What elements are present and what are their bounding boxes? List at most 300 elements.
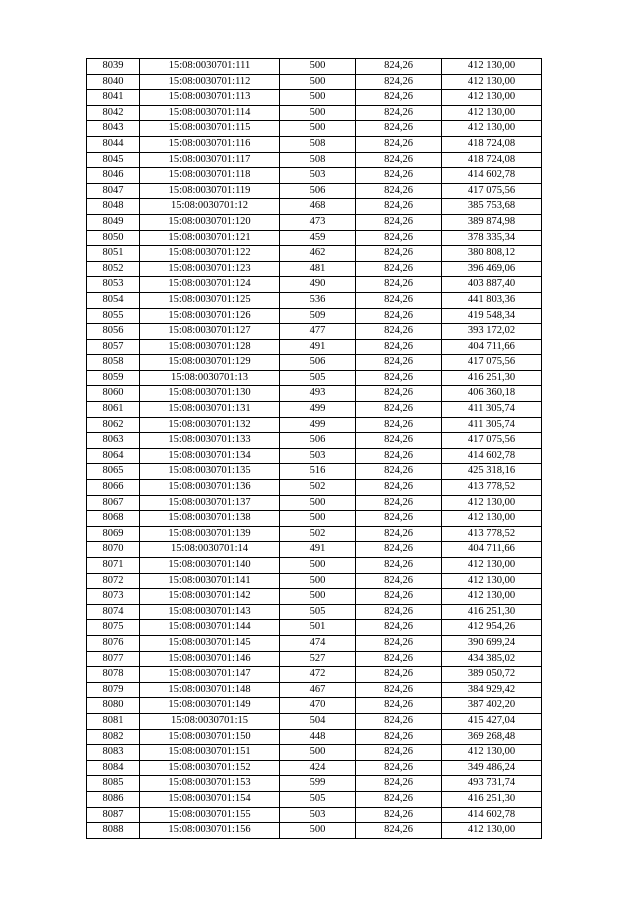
row-number-cell: 8077: [87, 651, 140, 667]
table-row: [87, 573, 542, 589]
row-number-cell: 8074: [87, 604, 140, 620]
table-row: [87, 308, 542, 324]
rate-cell: 824,26: [356, 246, 442, 262]
cadastral-value-cell: 418 724,08: [442, 136, 542, 152]
area-cell: 501: [280, 620, 356, 636]
row-number-cell: 8067: [87, 495, 140, 511]
area-cell: 493: [280, 386, 356, 402]
rate-cell: 824,26: [356, 199, 442, 215]
rate-cell: 824,26: [356, 480, 442, 496]
table-row: [87, 526, 542, 542]
area-cell: 462: [280, 246, 356, 262]
rate-cell: 824,26: [356, 573, 442, 589]
area-cell: 504: [280, 713, 356, 729]
cadastral-value-cell: 434 385,02: [442, 651, 542, 667]
rate-cell: 824,26: [356, 90, 442, 106]
row-number-cell: 8054: [87, 292, 140, 308]
table-row: [87, 74, 542, 90]
area-cell: 500: [280, 589, 356, 605]
rate-cell: 824,26: [356, 589, 442, 605]
cadastral-value-cell: 416 251,30: [442, 370, 542, 386]
area-cell: 508: [280, 152, 356, 168]
rate-cell: 824,26: [356, 776, 442, 792]
row-number-cell: 8057: [87, 339, 140, 355]
row-number-cell: 8085: [87, 776, 140, 792]
cadastral-number-cell: 15:08:0030701:120: [140, 214, 280, 230]
row-number-cell: 8043: [87, 121, 140, 137]
cadastral-value-cell: 412 130,00: [442, 495, 542, 511]
row-number-cell: 8078: [87, 667, 140, 683]
cadastral-value-cell: 384 929,42: [442, 682, 542, 698]
table-row: [87, 464, 542, 480]
cadastral-value-cell: 406 360,18: [442, 386, 542, 402]
cadastral-number-cell: 15:08:0030701:136: [140, 480, 280, 496]
area-cell: 473: [280, 214, 356, 230]
row-number-cell: 8063: [87, 433, 140, 449]
row-number-cell: 8050: [87, 230, 140, 246]
area-cell: 500: [280, 573, 356, 589]
area-cell: 500: [280, 511, 356, 527]
cadastral-value-cell: 404 711,66: [442, 339, 542, 355]
cadastral-value-cell: 412 130,00: [442, 573, 542, 589]
row-number-cell: 8065: [87, 464, 140, 480]
row-number-cell: 8051: [87, 246, 140, 262]
row-number-cell: 8083: [87, 745, 140, 761]
row-number-cell: 8052: [87, 261, 140, 277]
cadastral-value-cell: 414 602,78: [442, 448, 542, 464]
table-row: [87, 480, 542, 496]
cadastral-number-cell: 15:08:0030701:142: [140, 589, 280, 605]
cadastral-value-cell: 441 803,36: [442, 292, 542, 308]
table-row: [87, 558, 542, 574]
row-number-cell: 8086: [87, 791, 140, 807]
rate-cell: 824,26: [356, 308, 442, 324]
rate-cell: 824,26: [356, 105, 442, 121]
rate-cell: 824,26: [356, 324, 442, 340]
row-number-cell: 8082: [87, 729, 140, 745]
table-row: [87, 324, 542, 340]
cadastral-value-cell: 403 887,40: [442, 277, 542, 293]
cadastral-value-cell: 416 251,30: [442, 604, 542, 620]
area-cell: 505: [280, 791, 356, 807]
cadastral-value-cell: 411 305,74: [442, 402, 542, 418]
table-row: [87, 713, 542, 729]
rate-cell: 824,26: [356, 635, 442, 651]
area-cell: 491: [280, 542, 356, 558]
row-number-cell: 8059: [87, 370, 140, 386]
row-number-cell: 8076: [87, 635, 140, 651]
rate-cell: 824,26: [356, 682, 442, 698]
area-cell: 500: [280, 495, 356, 511]
rate-cell: 824,26: [356, 168, 442, 184]
area-cell: 500: [280, 121, 356, 137]
row-number-cell: 8048: [87, 199, 140, 215]
cadastral-number-cell: 15:08:0030701:149: [140, 698, 280, 714]
rate-cell: 824,26: [356, 745, 442, 761]
cadastral-number-cell: 15:08:0030701:118: [140, 168, 280, 184]
cadastral-number-cell: 15:08:0030701:137: [140, 495, 280, 511]
cadastral-number-cell: 15:08:0030701:148: [140, 682, 280, 698]
rate-cell: 824,26: [356, 339, 442, 355]
cadastral-value-cell: 412 130,00: [442, 558, 542, 574]
rate-cell: 824,26: [356, 698, 442, 714]
area-cell: 506: [280, 433, 356, 449]
area-cell: 502: [280, 526, 356, 542]
cadastral-value-cell: 412 130,00: [442, 745, 542, 761]
table-row: [87, 542, 542, 558]
cadastral-number-cell: 15:08:0030701:119: [140, 183, 280, 199]
rate-cell: 824,26: [356, 136, 442, 152]
cadastral-value-cell: 369 268,48: [442, 729, 542, 745]
area-cell: 508: [280, 136, 356, 152]
area-cell: 527: [280, 651, 356, 667]
area-cell: 503: [280, 168, 356, 184]
row-number-cell: 8060: [87, 386, 140, 402]
rate-cell: 824,26: [356, 292, 442, 308]
cadastral-value-cell: 380 808,12: [442, 246, 542, 262]
row-number-cell: 8062: [87, 417, 140, 433]
cadastral-value-cell: 412 130,00: [442, 823, 542, 839]
area-cell: 477: [280, 324, 356, 340]
table-row: [87, 152, 542, 168]
cadastral-value-cell: 419 548,34: [442, 308, 542, 324]
area-cell: 500: [280, 558, 356, 574]
cadastral-value-cell: 387 402,20: [442, 698, 542, 714]
area-cell: 502: [280, 480, 356, 496]
row-number-cell: 8084: [87, 760, 140, 776]
cadastral-value-cell: 378 335,34: [442, 230, 542, 246]
cadastral-value-cell: 385 753,68: [442, 199, 542, 215]
cadastral-value-cell: 413 778,52: [442, 526, 542, 542]
table-row: [87, 635, 542, 651]
rate-cell: 824,26: [356, 542, 442, 558]
area-cell: 448: [280, 729, 356, 745]
row-number-cell: 8058: [87, 355, 140, 371]
cadastral-number-cell: 15:08:0030701:124: [140, 277, 280, 293]
area-cell: 505: [280, 370, 356, 386]
rate-cell: 824,26: [356, 729, 442, 745]
rate-cell: 824,26: [356, 526, 442, 542]
row-number-cell: 8069: [87, 526, 140, 542]
cadastral-number-cell: 15:08:0030701:146: [140, 651, 280, 667]
table-row: [87, 168, 542, 184]
area-cell: 490: [280, 277, 356, 293]
table-row: [87, 791, 542, 807]
row-number-cell: 8046: [87, 168, 140, 184]
cadastral-number-cell: 15:08:0030701:131: [140, 402, 280, 418]
cadastral-value-cell: 412 954,26: [442, 620, 542, 636]
cadastral-number-cell: 15:08:0030701:138: [140, 511, 280, 527]
rate-cell: 824,26: [356, 713, 442, 729]
table-row: [87, 261, 542, 277]
table-row: [87, 277, 542, 293]
table-row: [87, 292, 542, 308]
cadastral-number-cell: 15:08:0030701:134: [140, 448, 280, 464]
area-cell: 500: [280, 105, 356, 121]
cadastral-value-cell: 417 075,56: [442, 183, 542, 199]
row-number-cell: 8061: [87, 402, 140, 418]
cadastral-number-cell: 15:08:0030701:12: [140, 199, 280, 215]
row-number-cell: 8066: [87, 480, 140, 496]
table-row: [87, 651, 542, 667]
row-number-cell: 8088: [87, 823, 140, 839]
area-cell: 459: [280, 230, 356, 246]
row-number-cell: 8049: [87, 214, 140, 230]
row-number-cell: 8056: [87, 324, 140, 340]
area-cell: 509: [280, 308, 356, 324]
cadastral-number-cell: 15:08:0030701:125: [140, 292, 280, 308]
rate-cell: 824,26: [356, 511, 442, 527]
row-number-cell: 8079: [87, 682, 140, 698]
table-row: [87, 433, 542, 449]
table-row: [87, 370, 542, 386]
table-body: [87, 59, 542, 839]
table-row: [87, 105, 542, 121]
row-number-cell: 8044: [87, 136, 140, 152]
table-row: [87, 776, 542, 792]
cadastral-number-cell: 15:08:0030701:144: [140, 620, 280, 636]
rate-cell: 824,26: [356, 417, 442, 433]
table-row: [87, 230, 542, 246]
row-number-cell: 8040: [87, 74, 140, 90]
table-row: [87, 589, 542, 605]
cadastral-number-cell: 15:08:0030701:117: [140, 152, 280, 168]
cadastral-value-cell: 412 130,00: [442, 589, 542, 605]
rate-cell: 824,26: [356, 464, 442, 480]
cadastral-number-cell: 15:08:0030701:150: [140, 729, 280, 745]
rate-cell: 824,26: [356, 448, 442, 464]
table-row: [87, 511, 542, 527]
cadastral-value-cell: 404 711,66: [442, 542, 542, 558]
cadastral-value-cell: 412 130,00: [442, 59, 542, 75]
area-cell: 472: [280, 667, 356, 683]
area-cell: 506: [280, 355, 356, 371]
rate-cell: 824,26: [356, 823, 442, 839]
table-row: [87, 448, 542, 464]
rate-cell: 824,26: [356, 214, 442, 230]
table-row: [87, 214, 542, 230]
table-row: [87, 823, 542, 839]
rate-cell: 824,26: [356, 760, 442, 776]
cadastral-value-cell: 393 172,02: [442, 324, 542, 340]
table-row: [87, 682, 542, 698]
cadastral-number-cell: 15:08:0030701:135: [140, 464, 280, 480]
cadastral-number-cell: 15:08:0030701:133: [140, 433, 280, 449]
cadastral-number-cell: 15:08:0030701:113: [140, 90, 280, 106]
row-number-cell: 8087: [87, 807, 140, 823]
rate-cell: 824,26: [356, 604, 442, 620]
cadastral-number-cell: 15:08:0030701:126: [140, 308, 280, 324]
table-row: [87, 90, 542, 106]
cadastral-value-cell: 412 130,00: [442, 90, 542, 106]
area-cell: 474: [280, 635, 356, 651]
area-cell: 500: [280, 90, 356, 106]
rate-cell: 824,26: [356, 355, 442, 371]
cadastral-value-cell: 411 305,74: [442, 417, 542, 433]
area-cell: 503: [280, 807, 356, 823]
table-row: [87, 183, 542, 199]
cadastral-number-cell: 15:08:0030701:139: [140, 526, 280, 542]
table-row: [87, 807, 542, 823]
area-cell: 500: [280, 59, 356, 75]
table-row: [87, 339, 542, 355]
cadastral-number-cell: 15:08:0030701:14: [140, 542, 280, 558]
table-row: [87, 417, 542, 433]
row-number-cell: 8047: [87, 183, 140, 199]
table-row: [87, 729, 542, 745]
area-cell: 599: [280, 776, 356, 792]
table-row: [87, 246, 542, 262]
row-number-cell: 8068: [87, 511, 140, 527]
table-row: [87, 136, 542, 152]
cadastral-value-cell: 415 427,04: [442, 713, 542, 729]
row-number-cell: 8070: [87, 542, 140, 558]
cadastral-number-cell: 15:08:0030701:128: [140, 339, 280, 355]
area-cell: 516: [280, 464, 356, 480]
cadastral-number-cell: 15:08:0030701:122: [140, 246, 280, 262]
cadastral-value-cell: 417 075,56: [442, 355, 542, 371]
row-number-cell: 8055: [87, 308, 140, 324]
table-row: [87, 199, 542, 215]
cadastral-value-cell: 425 318,16: [442, 464, 542, 480]
cadastral-value-cell: 389 874,98: [442, 214, 542, 230]
area-cell: 499: [280, 402, 356, 418]
table-row: [87, 760, 542, 776]
table-row: [87, 402, 542, 418]
table-row: [87, 745, 542, 761]
table-row: [87, 495, 542, 511]
cadastral-number-cell: 15:08:0030701:147: [140, 667, 280, 683]
row-number-cell: 8075: [87, 620, 140, 636]
cadastral-number-cell: 15:08:0030701:116: [140, 136, 280, 152]
cadastral-number-cell: 15:08:0030701:153: [140, 776, 280, 792]
row-number-cell: 8080: [87, 698, 140, 714]
cadastral-value-cell: 418 724,08: [442, 152, 542, 168]
table-row: [87, 667, 542, 683]
cadastral-number-cell: 15:08:0030701:152: [140, 760, 280, 776]
rate-cell: 824,26: [356, 230, 442, 246]
cadastral-number-cell: 15:08:0030701:123: [140, 261, 280, 277]
cadastral-number-cell: 15:08:0030701:151: [140, 745, 280, 761]
rate-cell: 824,26: [356, 402, 442, 418]
area-cell: 500: [280, 745, 356, 761]
row-number-cell: 8053: [87, 277, 140, 293]
cadastral-number-cell: 15:08:0030701:154: [140, 791, 280, 807]
cadastral-value-cell: 412 130,00: [442, 511, 542, 527]
row-number-cell: 8064: [87, 448, 140, 464]
area-cell: 481: [280, 261, 356, 277]
table-row: [87, 386, 542, 402]
rate-cell: 824,26: [356, 791, 442, 807]
cadastral-number-cell: 15:08:0030701:130: [140, 386, 280, 402]
rate-cell: 824,26: [356, 386, 442, 402]
cadastral-number-cell: 15:08:0030701:121: [140, 230, 280, 246]
rate-cell: 824,26: [356, 261, 442, 277]
rate-cell: 824,26: [356, 667, 442, 683]
cadastral-value-cell: 412 130,00: [442, 121, 542, 137]
area-cell: 505: [280, 604, 356, 620]
cadastral-value-cell: 414 602,78: [442, 168, 542, 184]
area-cell: 536: [280, 292, 356, 308]
cadastral-number-cell: 15:08:0030701:112: [140, 74, 280, 90]
table-row: [87, 604, 542, 620]
cadastral-number-cell: 15:08:0030701:114: [140, 105, 280, 121]
rate-cell: 824,26: [356, 183, 442, 199]
cadastral-value-cell: 412 130,00: [442, 105, 542, 121]
cadastral-value-table: [86, 58, 542, 839]
cadastral-value-cell: 396 469,06: [442, 261, 542, 277]
area-cell: 424: [280, 760, 356, 776]
cadastral-value-cell: 390 699,24: [442, 635, 542, 651]
cadastral-number-cell: 15:08:0030701:141: [140, 573, 280, 589]
row-number-cell: 8041: [87, 90, 140, 106]
cadastral-number-cell: 15:08:0030701:156: [140, 823, 280, 839]
area-cell: 500: [280, 823, 356, 839]
rate-cell: 824,26: [356, 558, 442, 574]
area-cell: 491: [280, 339, 356, 355]
row-number-cell: 8045: [87, 152, 140, 168]
cadastral-number-cell: 15:08:0030701:145: [140, 635, 280, 651]
table-row: [87, 355, 542, 371]
cadastral-number-cell: 15:08:0030701:155: [140, 807, 280, 823]
cadastral-value-cell: 414 602,78: [442, 807, 542, 823]
cadastral-value-cell: 416 251,30: [442, 791, 542, 807]
rate-cell: 824,26: [356, 433, 442, 449]
rate-cell: 824,26: [356, 277, 442, 293]
cadastral-number-cell: 15:08:0030701:132: [140, 417, 280, 433]
rate-cell: 824,26: [356, 370, 442, 386]
cadastral-value-cell: 413 778,52: [442, 480, 542, 496]
row-number-cell: 8073: [87, 589, 140, 605]
table-row: [87, 698, 542, 714]
rate-cell: 824,26: [356, 121, 442, 137]
cadastral-number-cell: 15:08:0030701:111: [140, 59, 280, 75]
rate-cell: 824,26: [356, 620, 442, 636]
rate-cell: 824,26: [356, 495, 442, 511]
rate-cell: 824,26: [356, 807, 442, 823]
cadastral-value-cell: 389 050,72: [442, 667, 542, 683]
cadastral-value-cell: 412 130,00: [442, 74, 542, 90]
cadastral-number-cell: 15:08:0030701:140: [140, 558, 280, 574]
row-number-cell: 8042: [87, 105, 140, 121]
cadastral-value-cell: 417 075,56: [442, 433, 542, 449]
row-number-cell: 8072: [87, 573, 140, 589]
area-cell: 503: [280, 448, 356, 464]
area-cell: 506: [280, 183, 356, 199]
cadastral-number-cell: 15:08:0030701:129: [140, 355, 280, 371]
table-row: [87, 59, 542, 75]
row-number-cell: 8081: [87, 713, 140, 729]
rate-cell: 824,26: [356, 59, 442, 75]
rate-cell: 824,26: [356, 74, 442, 90]
area-cell: 500: [280, 74, 356, 90]
cadastral-number-cell: 15:08:0030701:15: [140, 713, 280, 729]
rate-cell: 824,26: [356, 152, 442, 168]
row-number-cell: 8039: [87, 59, 140, 75]
table-row: [87, 121, 542, 137]
row-number-cell: 8071: [87, 558, 140, 574]
area-cell: 470: [280, 698, 356, 714]
area-cell: 499: [280, 417, 356, 433]
cadastral-number-cell: 15:08:0030701:13: [140, 370, 280, 386]
cadastral-number-cell: 15:08:0030701:127: [140, 324, 280, 340]
rate-cell: 824,26: [356, 651, 442, 667]
cadastral-number-cell: 15:08:0030701:143: [140, 604, 280, 620]
area-cell: 468: [280, 199, 356, 215]
cadastral-value-cell: 349 486,24: [442, 760, 542, 776]
cadastral-number-cell: 15:08:0030701:115: [140, 121, 280, 137]
cadastral-value-cell: 493 731,74: [442, 776, 542, 792]
